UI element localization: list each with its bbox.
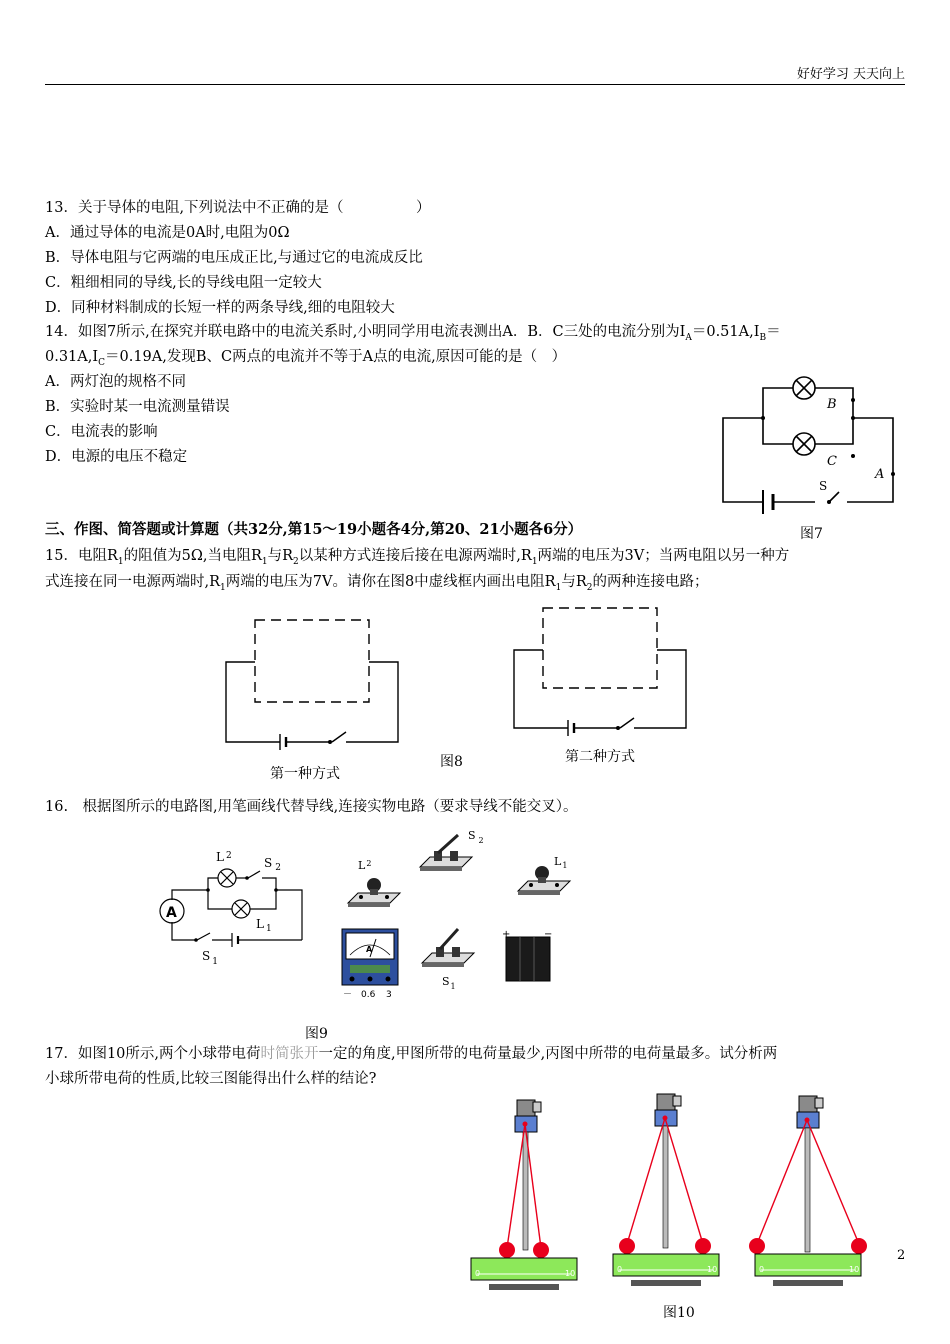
component-label-l1: $L_1$ bbox=[554, 855, 568, 870]
fig7-label-b: B bbox=[827, 397, 837, 412]
fig9-label-s1: S $_1$ bbox=[202, 949, 218, 967]
figure-9-components bbox=[330, 825, 590, 1005]
q15-stem-line2: 式连接在同一电源两端时$,R_1$两端的电压为7V。请你在图8中虚线框内画出电阻$R_1$与$R_2$的两种连接电路； bbox=[45, 574, 709, 593]
scale-ten: 10 bbox=[565, 1269, 576, 1278]
svg-text:−: − bbox=[544, 929, 553, 940]
lamp-l2-icon bbox=[348, 859, 400, 907]
scale-zero: 0 bbox=[617, 1265, 623, 1274]
scale-ten: 10 bbox=[707, 1265, 718, 1274]
meter-scale-3: 3 bbox=[386, 990, 392, 1000]
fig9-label-l2: L $^2$ bbox=[216, 850, 232, 864]
header-rule bbox=[45, 84, 905, 85]
q17-stem-line1: 17．如图10所示,两个小球带电荷时简张开一定的角度,甲图所带的电荷量最少,丙图中所带的电荷量最多。试分析两 bbox=[45, 1046, 778, 1062]
q13-option-b: B．导体电阻与它两端的电压成正比,与通过它的电流成反比 bbox=[45, 250, 423, 266]
q14-stem-line1: 14．如图7所示,在探究并联电路中的电流关系时,小明同学用电流表测出A．B．C三处的电流分别为$I_A=0.51A,I_B=$ bbox=[45, 324, 781, 343]
lamp-l1-icon bbox=[518, 855, 570, 895]
figure-8-caption-second: 第二种方式 bbox=[565, 748, 635, 764]
component-label-l2: $L^2$ bbox=[358, 859, 372, 872]
battery-icon bbox=[502, 929, 552, 981]
q13-option-d: D．同种材料制成的长短一样的两条导线,细的电阻较大 bbox=[45, 300, 395, 316]
scale-zero: 0 bbox=[475, 1269, 481, 1278]
q16-stem: 16. 根据图所示的电路图,用笔画线代替导线,连接实物电路（要求导线不能交叉）。 bbox=[45, 799, 578, 815]
figure-10-electroscopes bbox=[465, 1088, 885, 1298]
fig9-label-l1: L $_1$ bbox=[256, 917, 272, 934]
q13-option-a: A．通过导体的电流是0A时,电阻为0Ω bbox=[45, 225, 290, 241]
fig7-label-s: S bbox=[819, 479, 828, 493]
switch-s1-icon bbox=[422, 929, 474, 991]
q15-stem-line1: 15．电阻$R_1$的阻值为5Ω,当电阻$R_1$与$R_2$以某种方式连接后接在电源两端时$,R_1$两端的电压为3V；当两电阻以另一种方 bbox=[45, 548, 790, 567]
q14-option-a: A．两灯泡的规格不同 bbox=[45, 374, 186, 390]
component-label-s2: S $_2$ bbox=[468, 829, 484, 845]
fig7-label-c: C bbox=[827, 454, 837, 469]
fig9-label-s2: S $_2$ bbox=[264, 856, 281, 873]
scale-ten: 10 bbox=[849, 1265, 860, 1274]
q14-stem-line2: $0.31A,I_C=0.19A$,发现B、C两点的电流并不等于A点的电流,原因可能的是（ ） bbox=[45, 349, 567, 368]
component-ammeter-label: A bbox=[366, 945, 373, 954]
q14-option-d: D．电源的电压不稳定 bbox=[45, 449, 188, 465]
scale-zero: 0 bbox=[759, 1265, 765, 1274]
section-3-title: 三、作图、简答题或计算题（共32分,第15～19小题各4分,第20、21小题各6分） bbox=[45, 521, 583, 538]
fig9-ammeter-label: A bbox=[166, 905, 177, 921]
svg-text:+: + bbox=[502, 929, 511, 940]
meter-scale-neg: － bbox=[343, 990, 353, 1000]
figure-8-circuit-second bbox=[510, 606, 690, 736]
page-header: 好好学习 天天向上 bbox=[796, 67, 905, 82]
figure-9-schematic bbox=[150, 845, 320, 970]
electroscope-yi bbox=[613, 1094, 719, 1286]
figure-8-caption-first: 第一种方式 bbox=[270, 765, 340, 781]
figure-10-caption: 图10 bbox=[663, 1305, 695, 1321]
figure-9-caption: 图9 bbox=[305, 1026, 328, 1042]
component-label-s1: $S_1$ bbox=[442, 975, 456, 991]
figure-7-caption: 图7 bbox=[800, 526, 823, 542]
electroscope-jia bbox=[471, 1100, 577, 1290]
ammeter-icon bbox=[342, 929, 398, 1000]
electroscope-bing bbox=[749, 1096, 867, 1286]
figure-7-circuit bbox=[715, 370, 915, 520]
q14-option-c: C．电流表的影响 bbox=[45, 424, 158, 440]
meter-scale-06: 0.6 bbox=[361, 990, 376, 1000]
figure-8-caption: 图8 bbox=[440, 754, 463, 770]
q17-stem-line2: 小球所带电荷的性质,比较三图能得出什么样的结论? bbox=[45, 1071, 377, 1087]
switch-s2-icon bbox=[420, 829, 484, 871]
q13-option-c: C．粗细相同的导线,长的导线电阻一定较大 bbox=[45, 275, 322, 291]
figure-8-circuit-first bbox=[222, 618, 402, 748]
q13-stem: 13．关于导体的电阻,下列说法中不正确的是（ ） bbox=[45, 200, 431, 216]
page-number: 2 bbox=[897, 1248, 906, 1263]
fig7-label-a: A bbox=[875, 467, 885, 482]
q14-option-b: B．实验时某一电流测量错误 bbox=[45, 399, 230, 415]
